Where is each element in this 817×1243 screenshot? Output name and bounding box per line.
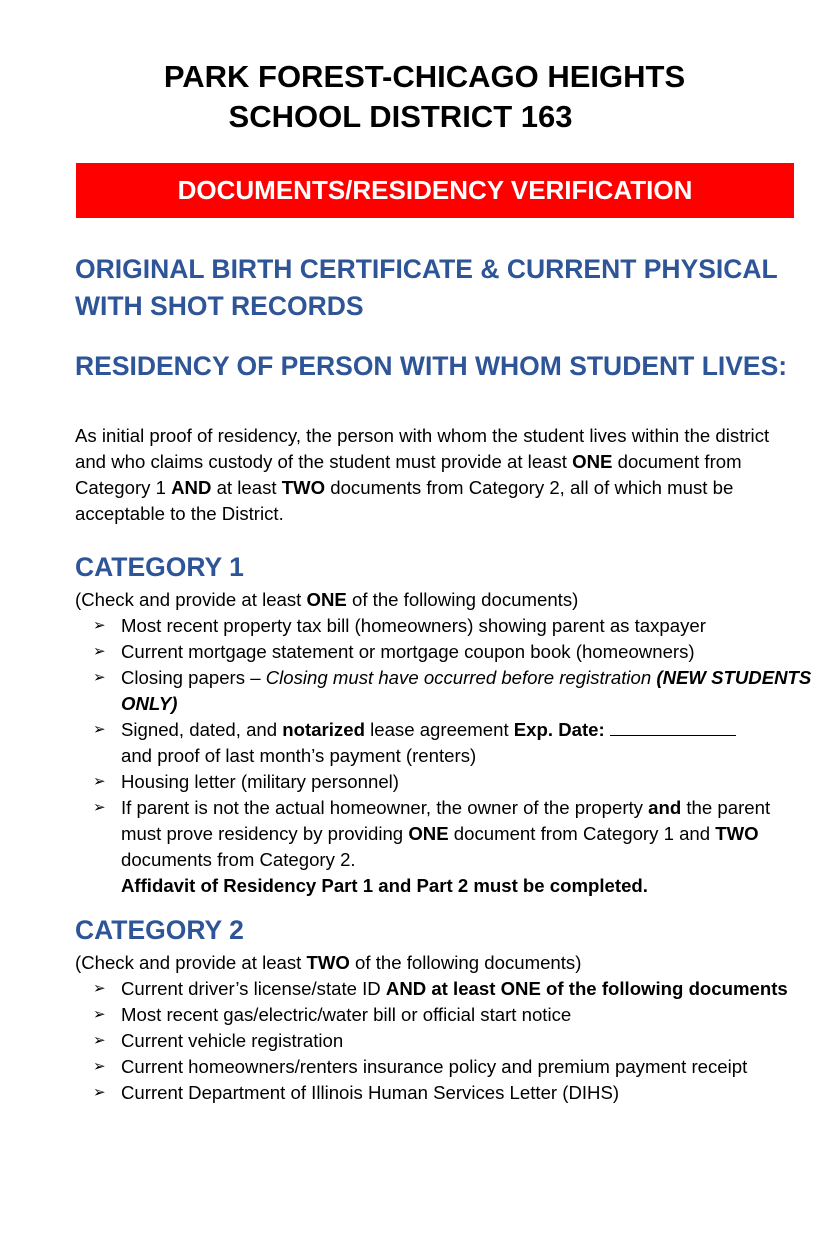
- arrowhead-bullet-icon: ➢: [93, 1006, 106, 1023]
- list-item: ➢ Current Department of Illinois Human Services Letter (DIHS): [93, 1080, 813, 1106]
- arrowhead-bullet-icon: ➢: [93, 1084, 106, 1101]
- affidavit-note: Affidavit of Residency Part 1 and Part 2 must be completed.: [121, 875, 648, 896]
- residency-heading: RESIDENCY OF PERSON WITH WHOM STUDENT LIVES:: [75, 351, 788, 381]
- list-item: ➢ Most recent gas/electric/water bill or official start notice: [93, 1002, 813, 1028]
- category2-list: [93, 976, 813, 1106]
- category2-instructions: (Check and provide at least TWO of the following documents): [75, 952, 582, 973]
- list-item: ➢ Closing papers – Closing must have occurred before registration (NEW STUDENTS ONLY): [93, 667, 812, 714]
- arrowhead-bullet-icon: ➢: [93, 1058, 106, 1075]
- category2-heading: CATEGORY 2: [75, 915, 244, 945]
- list-item: ➢ Signed, dated, and notarized lease agreement Exp. Date: and proof of last month’s payment (renters): [93, 717, 813, 769]
- list-item: ➢ Housing letter (military personnel): [93, 769, 813, 795]
- list-item: ➢ If parent is not the actual homeowner, the owner of the property and the parent must prove residency by providing ONE document from Category 1 and TWO documents from Category 2. Affidavit of Residency Part 1 and Part 2 must be completed.: [93, 797, 771, 896]
- category1-instructions: (Check and provide at least ONE of the following documents): [75, 589, 579, 610]
- residency-paragraph: As initial proof of residency, the person with whom the student lives within the district and who claims custody of the student must provide at least ONE document from Category 1 AND at least TWO documents from Category 2, all of which must be acceptable to the District.: [75, 425, 770, 524]
- category1-list: [93, 613, 813, 899]
- list-item: ➢ Current homeowners/renters insurance policy and premium payment receipt: [93, 1054, 813, 1080]
- verification-banner: DOCUMENTS/RESIDENCY VERIFICATION: [76, 163, 794, 218]
- category1-heading: CATEGORY 1: [75, 552, 244, 582]
- district-title-line1: PARK FOREST-CHICAGO HEIGHTS: [163, 59, 686, 94]
- arrowhead-bullet-icon: ➢: [93, 669, 106, 686]
- arrowhead-bullet-icon: ➢: [93, 1032, 106, 1049]
- list-item: ➢ Current driver’s license/state ID AND at least ONE of the following documents: [93, 976, 813, 1002]
- arrowhead-bullet-icon: ➢: [93, 773, 106, 790]
- arrowhead-bullet-icon: ➢: [93, 980, 106, 997]
- arrowhead-bullet-icon: ➢: [93, 799, 106, 816]
- list-item: ➢ Most recent property tax bill (homeowners) showing parent as taxpayer: [93, 613, 813, 639]
- expiration-date-blank: [610, 717, 736, 736]
- district-title-line2: SCHOOL DISTRICT 163: [228, 99, 573, 134]
- list-item: ➢ Current vehicle registration: [93, 1028, 813, 1054]
- arrowhead-bullet-icon: ➢: [93, 643, 106, 660]
- arrowhead-bullet-icon: ➢: [93, 617, 106, 634]
- list-item: ➢ Current mortgage statement or mortgage coupon book (homeowners): [93, 639, 813, 665]
- birth-certificate-heading: ORIGINAL BIRTH CERTIFICATE & CURRENT PHYSICAL WITH SHOT RECORDS: [75, 254, 778, 321]
- arrowhead-bullet-icon: ➢: [93, 721, 106, 738]
